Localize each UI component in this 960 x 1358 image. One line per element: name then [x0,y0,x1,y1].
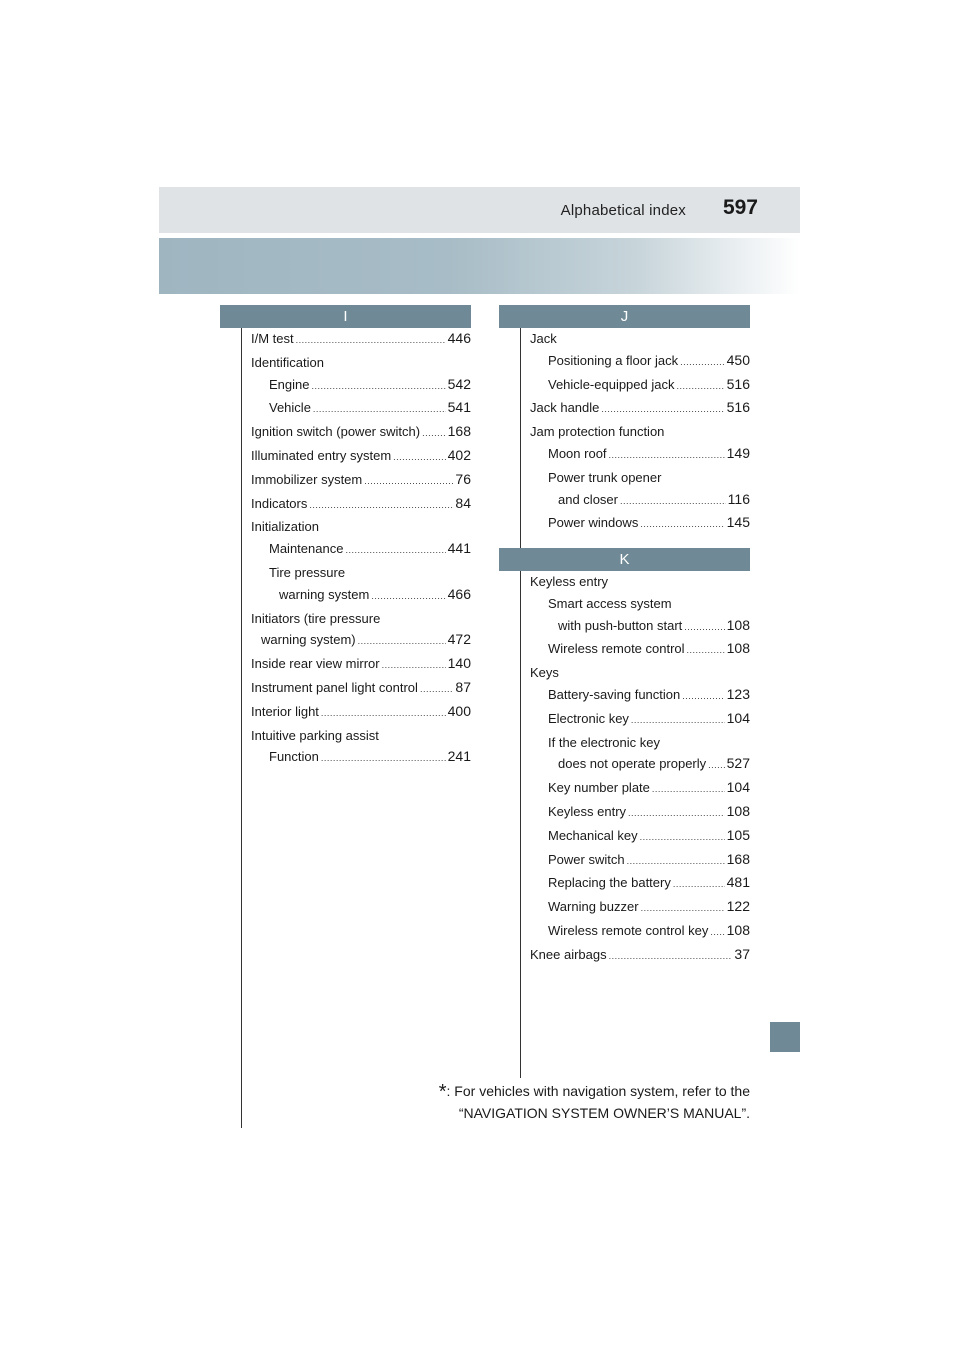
header-band [159,238,800,294]
index-heading: Intuitive parking assist [251,727,379,743]
index-entry: warning system) ..... 472 [251,629,471,653]
index-entry: Immobilizer system ..... 76 [251,469,471,493]
index-entry: Jack handle ..... 516 [530,397,750,421]
page-number: 597 [722,196,758,219]
footnote-line-2: “NAVIGATION SYSTEM OWNER’S MANUAL”. [458,1105,750,1121]
index-heading: Smart access system [548,595,672,611]
index-entry: warning system ..... 466 [251,584,471,608]
index-heading: Power trunk opener [548,469,662,485]
index-entry: Inside rear view mirror ..... 140 [251,653,471,677]
index-entry: Ignition switch (power switch) ..... 168 [251,421,471,445]
index-entry: Replacing the battery ..... 481 [530,872,750,896]
index-entry: Indicators ..... 84 [251,493,471,517]
index-entry: Vehicle-equipped jack ..... 516 [530,374,750,398]
index-heading: Keyless entry [530,574,609,589]
index-entry: Vehicle ..... 541 [251,397,471,421]
index-heading: Identification [251,354,324,370]
index-entry: Electronic key ..... 104 [530,708,750,732]
index-column-j [530,328,750,536]
page-header [159,187,800,233]
index-heading: Jam protection function [530,424,665,440]
section-header-j: J [499,305,750,328]
index-heading: Initiators (tire pressure [251,610,381,626]
index-entry: with push-button start ..... 108 [530,615,750,639]
index-entry: Warning buzzer ..... 122 [530,896,750,920]
index-entry: Function ..... 241 [251,746,471,770]
index-entry: Wireless remote control ..... 108 [530,638,750,662]
index-entry: Interior light ..... 400 [251,701,471,725]
index-heading: Jack [530,331,557,346]
index-entry: Instrument panel light control ..... 87 [251,677,471,701]
index-entry: Power windows ..... 145 [530,512,750,536]
index-entry: Mechanical key ..... 105 [530,825,750,849]
index-heading: Tire pressure [269,564,346,580]
index-entry: Illuminated entry system ..... 402 [251,445,471,469]
index-entry: and closer ..... 116 [530,489,750,513]
column-divider-left [241,328,242,1128]
index-heading: If the electronic key [548,734,660,750]
footnote-line-1: : For vehicles with navigation system, refer to the [446,1083,750,1099]
index-entry: I/M test ..... 446 [251,328,471,352]
index-entry: Engine ..... 542 [251,374,471,398]
footnote [439,1081,750,1124]
index-entry: Knee airbags ..... 37 [530,944,750,968]
index-entry: Battery-saving function ..... 123 [530,684,750,708]
section-tab-marker [770,1022,800,1052]
index-entry: Keyless entry ..... 108 [530,801,750,825]
header-title: Alphabetical index [560,202,686,219]
index-entry: Key number plate ..... 104 [530,777,750,801]
index-entry: Moon roof ..... 149 [530,443,750,467]
column-divider-middle [520,328,521,1078]
index-entry: Positioning a floor jack ..... 450 [530,350,750,374]
footnote-asterisk: * [438,1081,447,1103]
index-entry: Wireless remote control key ..... 108 [530,920,750,944]
section-header-k: K [499,548,750,571]
index-heading: Keys [530,665,559,681]
index-heading: Initialization [251,519,319,535]
index-entry: Maintenance ..... 441 [251,538,471,562]
section-header-i: I [220,305,471,328]
index-column-i [251,328,471,770]
index-column-k [530,571,750,968]
index-entry: does not operate properly ..... 527 [530,753,750,777]
index-entry: Power switch ..... 168 [530,849,750,873]
